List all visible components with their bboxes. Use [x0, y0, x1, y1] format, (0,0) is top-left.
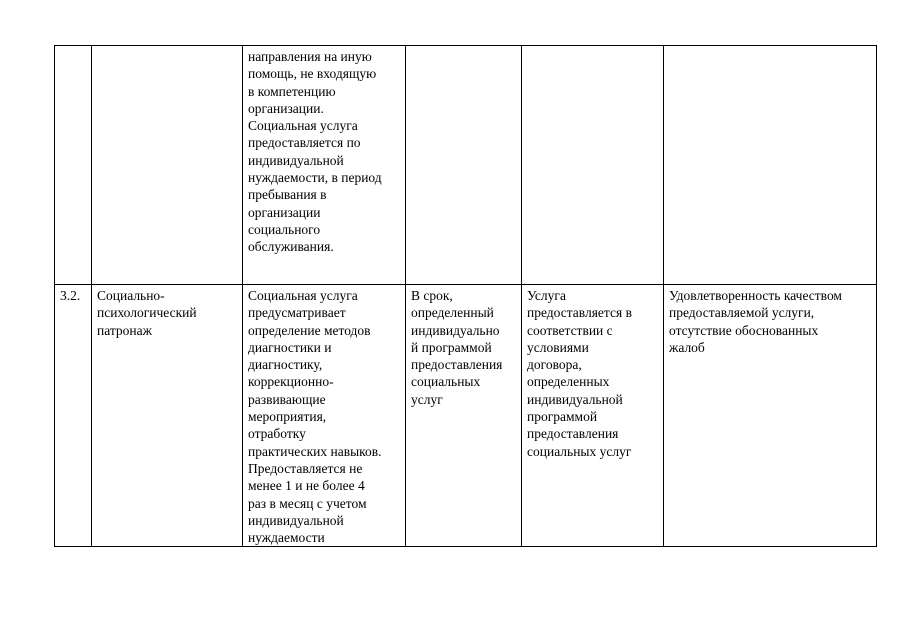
cell-service-quality: [664, 285, 877, 547]
cell-service-term-text: В срок, определенный индивидуально й программой предоставления социальных услуг: [411, 288, 503, 407]
cell-service-content-text: направления на иную помощь, не входящую в компетенцию организации. Социальная услуга предоставляется по индивидуальной нуждаемости, в период пребывания в организации социального обслуживания.: [248, 49, 382, 255]
services-table: [54, 45, 877, 547]
cell-service-content-text: Социальная услуга предусматривает определение методов диагностики и диагностику, коррекционно- развивающие мероприятия, отработку практических навыков. Предоставляется не менее 1 и не более 4 раз в месяц с учетом индивидуальной нуждаемости: [248, 288, 382, 546]
cell-service-content: [243, 285, 406, 547]
cell-service-quality: [664, 46, 877, 285]
cell-service-conditions: [522, 46, 664, 285]
cell-number-text: 3.2.: [60, 288, 81, 303]
cell-service-name: [92, 46, 243, 285]
cell-service-term: [406, 46, 522, 285]
cell-service-name-text: Социально- психологический патронаж: [97, 288, 197, 338]
table-row: [55, 285, 877, 547]
cell-service-term: [406, 285, 522, 547]
cell-service-conditions-text: Услуга предоставляется в соответствии с условиями договора, определенных индивидуальной программой предоставления социальных услуг: [527, 288, 632, 459]
cell-number: [55, 285, 92, 547]
cell-service-conditions: [522, 285, 664, 547]
cell-service-content: [243, 46, 406, 285]
cell-number: [55, 46, 92, 285]
cell-service-quality-text: Удовлетворенность качеством предоставляемой услуги, отсутствие обоснованных жалоб: [669, 288, 842, 355]
cell-service-name: [92, 285, 243, 547]
table-row: [55, 46, 877, 285]
